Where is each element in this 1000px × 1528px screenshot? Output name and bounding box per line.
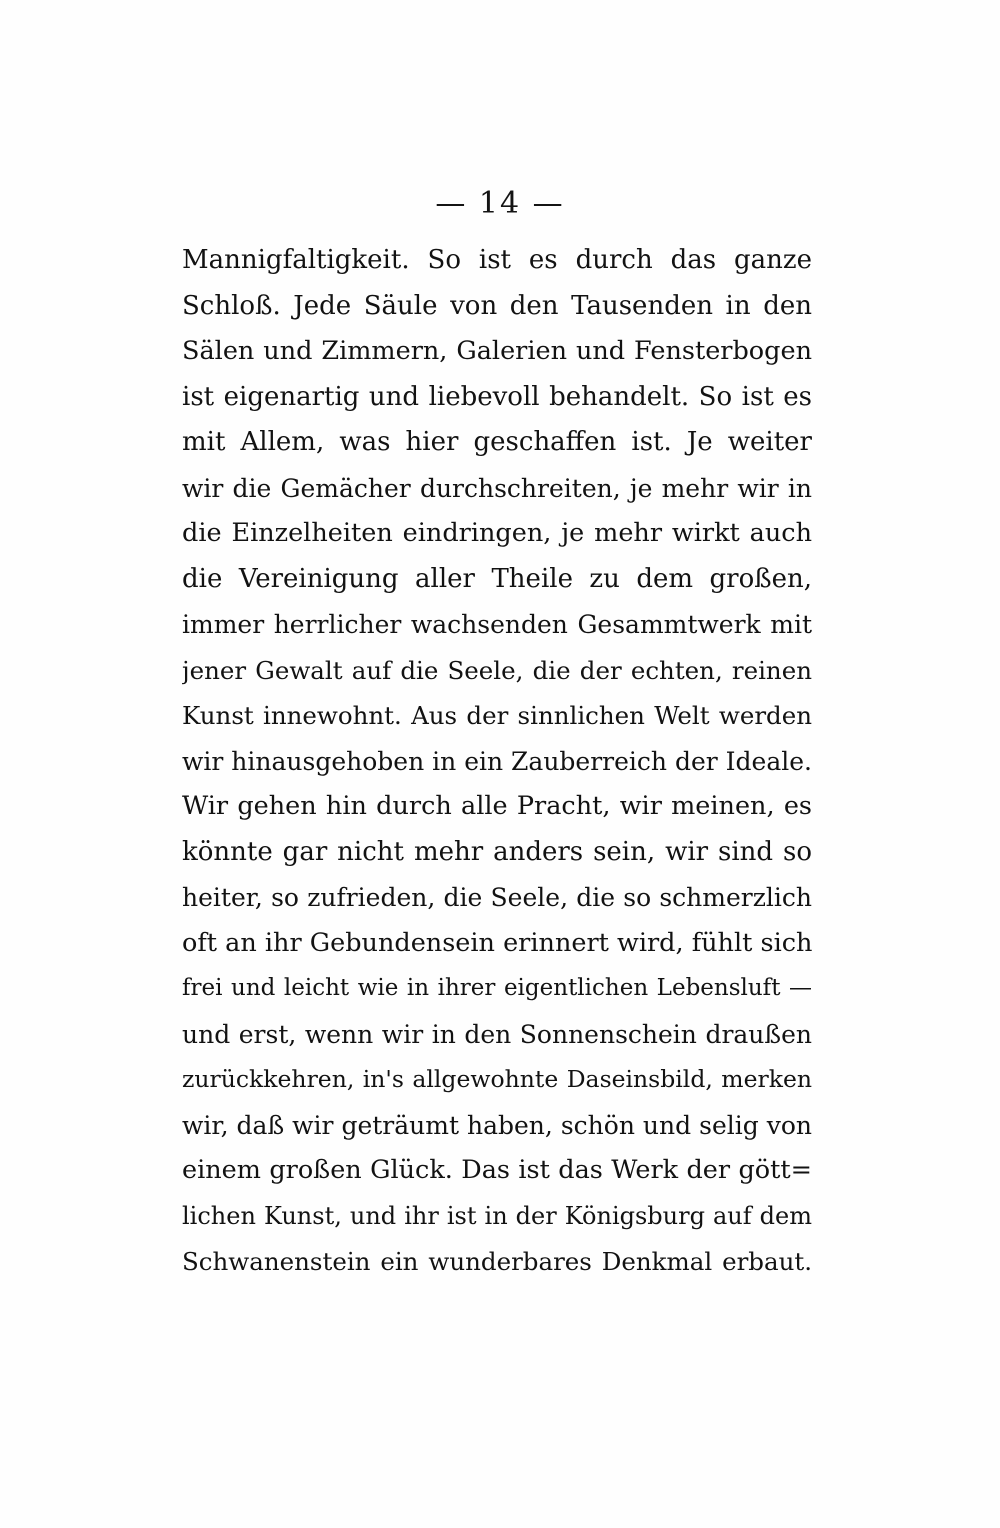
- text-line-17: frei und leicht wie in ihrer eigentlichen Lebensluft —: [182, 975, 812, 1001]
- text-line-4: ist eigenartig und liebevoll behandelt. So ist es: [182, 381, 812, 412]
- text-line-12: wir hinausgehoben in ein Zauberreich der Ideale.: [182, 746, 812, 776]
- text-line-19: zurückkehren, in's allgewohnte Daseinsbild, merken: [182, 1065, 812, 1093]
- text-line-15: heiter, so zufrieden, die Seele, die so schmerzlich: [182, 883, 812, 912]
- page-number: — 14 —: [435, 186, 565, 221]
- text-line-22: lichen Kunst, und ihr ist in der Königsburg auf dem: [182, 1201, 812, 1230]
- text-line-20: wir, daß wir geträumt haben, schön und selig von: [182, 1110, 812, 1140]
- text-line-16: oft an ihr Gebundensein erinnert wird, fühlt sich: [182, 927, 812, 958]
- text-line-5: mit Allem, was hier geschaffen ist. Je weiter: [182, 427, 812, 457]
- text-line-2: Schloß. Jede Säule von den Tausenden in den: [182, 290, 812, 321]
- text-line-3: Sälen und Zimmern, Galerien und Fensterbogen: [182, 336, 812, 366]
- text-line-11: Kunst innewohnt. Aus der sinnlichen Welt werden: [182, 701, 812, 730]
- body-text: [182, 238, 812, 1285]
- text-line-14: könnte gar nicht mehr anders sein, wir sind so: [182, 836, 812, 867]
- text-line-7: die Einzelheiten eindringen, je mehr wirkt auch: [182, 518, 812, 548]
- text-line-1: Mannigfaltigkeit. So ist es durch das ganze: [182, 245, 812, 275]
- text-line-6: wir die Gemächer durchschreiten, je mehr wir in: [182, 473, 812, 503]
- text-line-21: einem großen Glück. Das ist das Werk der gött=: [182, 1155, 812, 1185]
- text-line-18: und erst, wenn wir in den Sonnenschein draußen: [182, 1019, 812, 1049]
- text-line-8: die Vereinigung aller Theile zu dem großen,: [182, 563, 812, 594]
- text-line-23: Schwanenstein ein wunderbares Denkmal erbaut.: [182, 1247, 812, 1276]
- text-line-10: jener Gewalt auf die Seele, die der echten, reinen: [182, 655, 812, 685]
- text-line-13: Wir gehen hin durch alle Pracht, wir meinen, es: [182, 791, 812, 821]
- text-line-9: immer herrlicher wachsenden Gesammtwerk mit: [182, 610, 812, 639]
